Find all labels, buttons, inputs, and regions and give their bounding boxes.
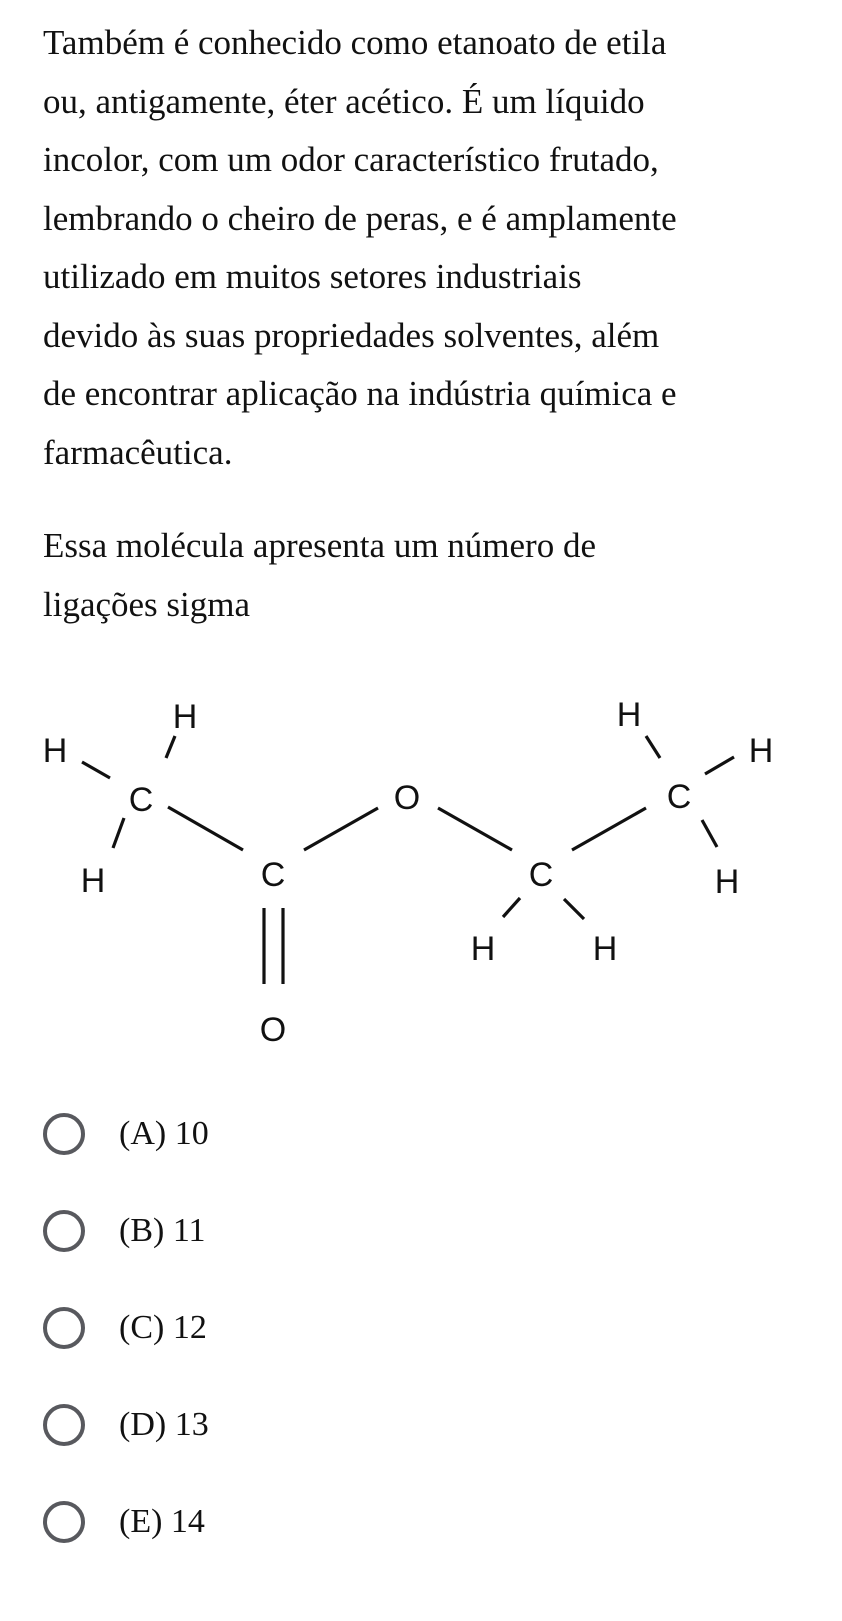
passage-line: devido às suas propriedades solventes, além <box>43 315 660 355</box>
atom-h1-bottom: H <box>80 862 106 900</box>
bond-o-c3 <box>438 808 512 850</box>
atom-h4-bottom: H <box>714 863 740 901</box>
passage-line: utilizado em muitos setores industriais <box>43 257 582 296</box>
bond-c4-h-top <box>646 736 660 758</box>
atom-h4-top: H <box>616 696 642 734</box>
atom-c4: C <box>666 778 692 816</box>
option-d[interactable] <box>43 1404 443 1454</box>
ethyl-acetate-structure <box>0 690 842 1080</box>
question-text <box>43 517 813 634</box>
passage-line: farmacêutica. <box>43 432 233 472</box>
radio-button-icon[interactable] <box>43 1307 85 1349</box>
option-b[interactable] <box>43 1210 443 1260</box>
atom-c1: C <box>128 781 154 819</box>
passage-text <box>43 14 813 482</box>
radio-button-icon[interactable] <box>43 1404 85 1446</box>
option-label: (B) 11 <box>119 1212 206 1249</box>
bond-c1-h-top <box>166 736 175 758</box>
bond-c1-h-left <box>82 762 110 778</box>
option-label: (D) 13 <box>119 1406 209 1443</box>
atom-o-carbonyl: O <box>259 1011 287 1049</box>
atom-h3-left: H <box>470 930 496 968</box>
bond-c3-h-right <box>564 899 584 919</box>
radio-button-icon[interactable] <box>43 1113 85 1155</box>
option-c[interactable] <box>43 1307 443 1357</box>
option-a[interactable] <box>43 1113 443 1163</box>
passage-line: Também é conhecido como etanoato de etila <box>43 23 667 62</box>
bond-c4-h-bottom <box>702 820 717 847</box>
atom-c2: C <box>260 856 286 894</box>
atom-h3-right: H <box>592 930 618 968</box>
atom-h1-top: H <box>172 698 198 736</box>
bond-c1-c2 <box>168 807 243 850</box>
radio-button-icon[interactable] <box>43 1210 85 1252</box>
radio-button-icon[interactable] <box>43 1501 85 1543</box>
passage-line: lembrando o cheiro de peras, e é amplamente <box>43 198 677 238</box>
bond-c3-h-left <box>503 898 520 917</box>
atom-o-ester: O <box>393 779 421 817</box>
option-label: (E) 14 <box>119 1503 205 1540</box>
option-label: (A) 10 <box>119 1115 209 1152</box>
passage-line: ou, antigamente, éter acético. É um líquido <box>43 81 645 121</box>
atom-h1-left: H <box>42 732 68 770</box>
bond-c3-c4 <box>572 808 646 850</box>
passage-line: incolor, com um odor característico frutado, <box>43 140 659 179</box>
bond-c2-o-ester <box>304 808 378 850</box>
option-e[interactable] <box>43 1501 443 1551</box>
question-line: ligações sigma <box>43 584 251 624</box>
bond-c4-h-right <box>705 757 734 774</box>
passage-line: de encontrar aplicação na indústria química e <box>43 374 677 413</box>
atom-c3: C <box>528 856 554 894</box>
option-label: (C) 12 <box>119 1309 207 1346</box>
question-line: Essa molécula apresenta um número de <box>43 526 596 565</box>
bond-c1-h-bottom <box>113 818 124 848</box>
atom-h4-right: H <box>748 732 774 770</box>
